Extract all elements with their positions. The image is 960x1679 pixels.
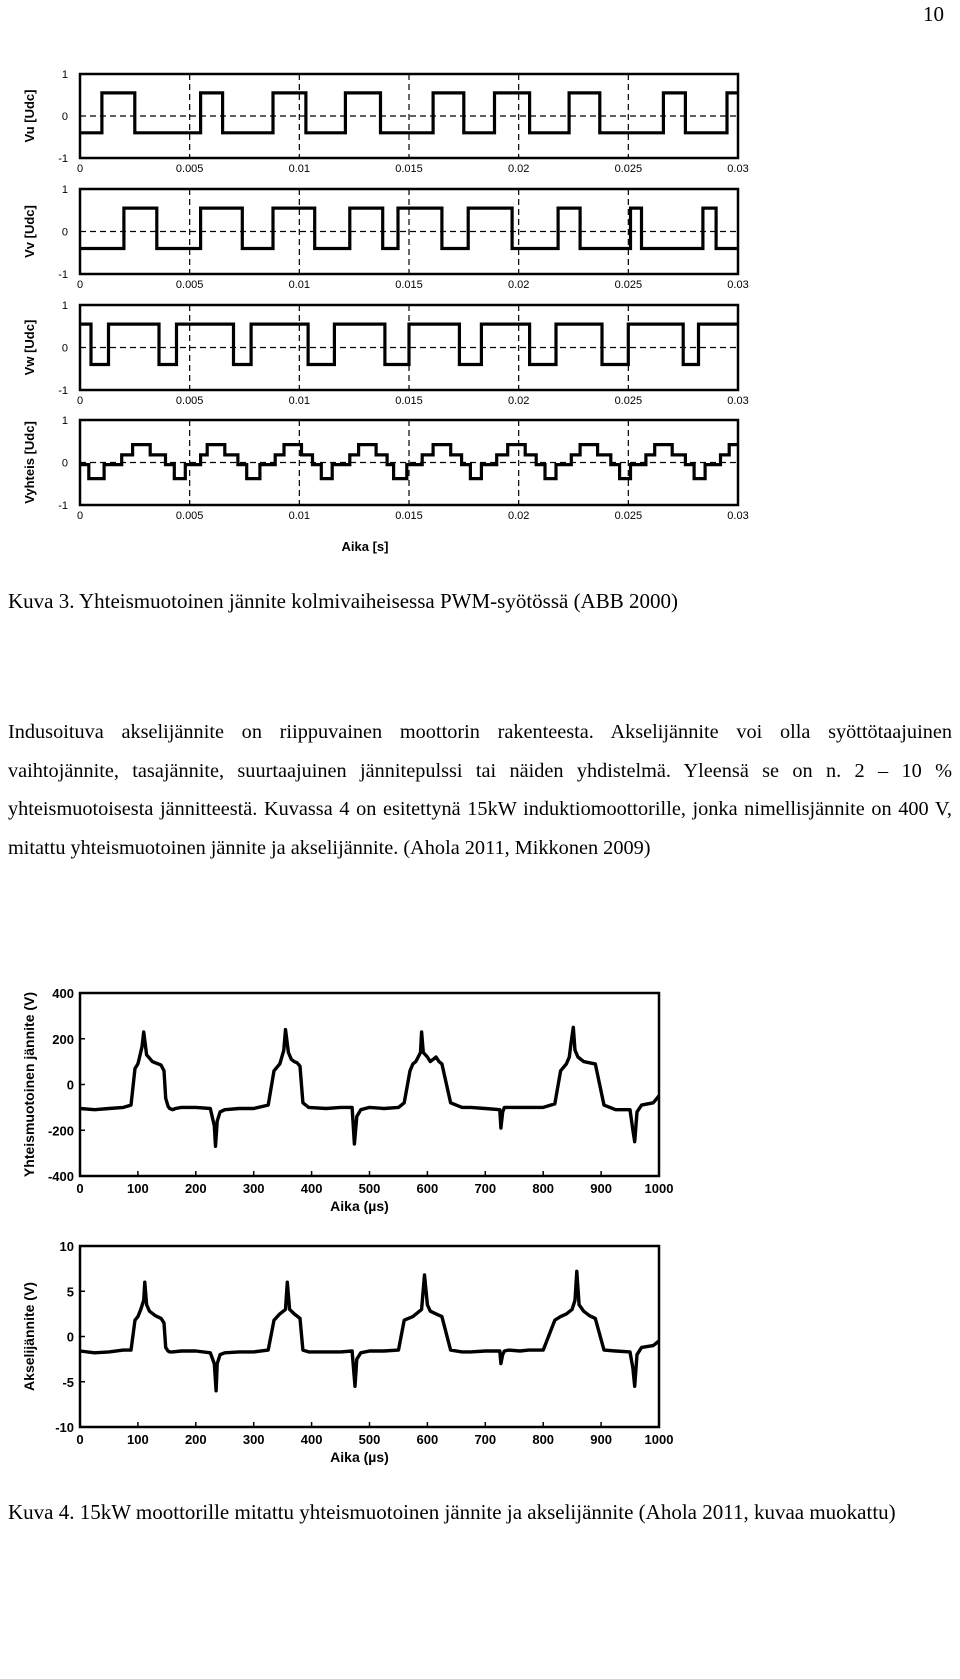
fig3-x-tick-label: 0.03 xyxy=(727,163,749,175)
fig3-panel-2 xyxy=(22,184,749,291)
figure-4-svg xyxy=(0,980,720,1480)
fig4-x-tick-label: 400 xyxy=(300,1432,323,1447)
fig4-y-tick-label: 0 xyxy=(66,1329,74,1345)
page-number: 10 xyxy=(923,2,944,26)
fig4-x-tick-label: 800 xyxy=(532,1181,555,1196)
figure-4-caption: Kuva 4. 15kW moottorille mitattu yhteismuotoinen jännite ja akselijännite (Ahola 2011, kuvaa muokattu) xyxy=(8,1500,896,1524)
fig3-y-tick-label: 1 xyxy=(61,300,68,312)
fig4-y-tick-label: 10 xyxy=(59,1239,74,1254)
fig3-x-tick-label: 0.015 xyxy=(395,510,423,522)
fig3-y-tick-label: 0 xyxy=(61,457,68,470)
fig3-x-tick-label: 0.01 xyxy=(288,510,311,522)
fig4-x-tick-label: 900 xyxy=(590,1432,612,1447)
fig4-x-tick-label: 200 xyxy=(184,1181,207,1196)
fig4-y-tick-label: 5 xyxy=(66,1284,74,1300)
fig4-series-line xyxy=(80,1027,659,1146)
fig3-x-tick-label: 0.01 xyxy=(288,163,311,175)
figure-4-chart xyxy=(0,980,720,1480)
fig3-x-tick-label: 0.025 xyxy=(614,510,643,522)
fig4-x-tick-label: 900 xyxy=(590,1181,612,1196)
fig4-x-tick-label: 300 xyxy=(242,1181,265,1196)
figure-3-svg xyxy=(0,60,800,560)
fig4-x-tick-label: 100 xyxy=(127,1181,149,1196)
fig4-x-tick-label: 600 xyxy=(416,1432,439,1447)
fig3-y-tick-label: -1 xyxy=(58,500,68,512)
fig3-y-tick-label: -1 xyxy=(58,269,68,281)
fig3-x-tick-label: 0.015 xyxy=(395,163,423,175)
fig4-y-axis-label: Yhteismuotoinen jännite (V) xyxy=(21,991,37,1178)
fig4-panel-frame xyxy=(80,1246,659,1427)
fig4-x-tick-label: 0 xyxy=(76,1181,84,1196)
fig3-y-tick-label: 0 xyxy=(61,226,68,239)
fig3-panel-3 xyxy=(22,300,749,407)
fig4-x-tick-label: 600 xyxy=(416,1181,439,1196)
fig3-x-axis-label: Aika [s] xyxy=(341,539,389,554)
fig3-x-tick-label: 0.025 xyxy=(614,279,643,291)
fig4-x-axis-label: Aika (µs) xyxy=(330,1198,389,1214)
fig3-y-axis-label: Vv [Udc] xyxy=(22,205,37,258)
fig3-x-tick-label: 0.015 xyxy=(395,395,423,407)
fig3-panel-4 xyxy=(22,415,749,522)
body-paragraph xyxy=(8,713,952,867)
fig3-y-tick-label: -1 xyxy=(58,153,68,165)
fig3-x-tick-label: 0 xyxy=(76,510,84,522)
fig3-y-axis-label: Vw [Udc] xyxy=(22,319,37,376)
fig3-x-tick-label: 0.005 xyxy=(175,279,204,291)
fig3-y-tick-label: 1 xyxy=(61,415,68,427)
fig4-y-tick-label: -10 xyxy=(55,1420,74,1435)
fig4-y-axis-label: Akselijännite (V) xyxy=(21,1282,37,1391)
fig3-x-tick-label: 0 xyxy=(76,395,84,407)
fig4-y-tick-label: -5 xyxy=(62,1374,74,1390)
fig4-x-tick-label: 400 xyxy=(300,1181,323,1196)
fig3-x-tick-label: 0 xyxy=(76,279,84,291)
fig4-panel-1 xyxy=(21,986,673,1214)
fig3-y-tick-label: 0 xyxy=(61,342,68,355)
fig4-panel-2 xyxy=(21,1239,673,1465)
fig4-x-tick-label: 700 xyxy=(474,1181,497,1196)
fig4-x-tick-label: 0 xyxy=(76,1432,84,1447)
fig3-x-tick-label: 0.01 xyxy=(288,279,311,291)
fig3-x-tick-label: 0.03 xyxy=(727,510,749,522)
fig3-x-tick-label: 0.005 xyxy=(175,395,204,407)
fig3-x-tick-label: 0.03 xyxy=(727,395,749,407)
fig4-y-tick-label: 200 xyxy=(52,1031,74,1047)
fig3-y-tick-label: -1 xyxy=(58,385,68,397)
figure-3-chart xyxy=(0,60,800,560)
fig4-x-tick-label: 500 xyxy=(358,1181,381,1196)
fig3-x-tick-label: 0 xyxy=(76,163,84,175)
fig3-x-tick-label: 0.005 xyxy=(175,163,204,175)
fig3-x-tick-label: 0.01 xyxy=(288,395,311,407)
fig4-y-tick-label: 0 xyxy=(66,1077,74,1093)
fig4-x-tick-label: 500 xyxy=(358,1432,381,1447)
fig4-x-tick-label: 1000 xyxy=(644,1181,674,1196)
fig4-x-tick-label: 300 xyxy=(242,1432,265,1447)
fig4-y-tick-label: -400 xyxy=(47,1169,74,1184)
fig3-y-tick-label: 0 xyxy=(61,111,68,123)
fig3-x-tick-label: 0.02 xyxy=(507,279,530,291)
fig3-panel-1 xyxy=(22,69,749,175)
fig3-x-tick-label: 0.02 xyxy=(507,510,530,522)
fig3-x-tick-label: 0.025 xyxy=(614,395,643,407)
fig4-x-tick-label: 1000 xyxy=(644,1432,674,1447)
fig3-y-axis-label: Vyhteis [Udc] xyxy=(22,421,37,504)
fig4-y-tick-label: -200 xyxy=(47,1123,74,1139)
fig3-y-tick-label: 1 xyxy=(61,184,68,196)
fig3-x-tick-label: 0.03 xyxy=(727,279,749,291)
fig4-x-tick-label: 200 xyxy=(184,1432,207,1447)
paragraph-text: Indusoituva akselijännite on riippuvainen moottorin rakenteesta. Akselijännite voi olla syöttötaajuinen vaihtojännite, tasajännite, suurtaajuinen jännitepulssi tai näiden yhdistelmä. Yleensä se on n. 2 – 10 % yhteismuotoisesta jännitteestä. Kuvassa 4 on esitettynä 15kW induktiomoottorille, jonka nimellisjännite on 400 V, mitattu yhteismuotoinen jännite ja akselijännite. (Ahola 2011, Mikkonen 2009) xyxy=(8,721,952,859)
fig3-x-tick-label: 0.02 xyxy=(507,163,530,175)
fig3-y-tick-label: 1 xyxy=(61,69,68,81)
fig3-x-tick-label: 0.025 xyxy=(614,163,643,175)
fig4-x-tick-label: 100 xyxy=(127,1432,149,1447)
fig3-x-tick-label: 0.005 xyxy=(175,510,204,522)
fig4-y-tick-label: 400 xyxy=(52,986,74,1001)
fig4-series-line xyxy=(80,1271,659,1391)
fig3-x-tick-label: 0.02 xyxy=(507,395,530,407)
fig3-x-tick-label: 0.015 xyxy=(395,279,423,291)
fig4-x-tick-label: 700 xyxy=(474,1432,497,1447)
figure-3-caption: Kuva 3. Yhteismuotoinen jännite kolmivaiheisessa PWM-syötössä (ABB 2000) xyxy=(8,589,678,613)
fig4-panel-frame xyxy=(80,993,659,1176)
fig3-y-axis-label: Vu [Udc] xyxy=(22,89,37,143)
fig4-x-tick-label: 800 xyxy=(532,1432,555,1447)
fig3-series-line xyxy=(80,324,738,364)
fig4-x-axis-label: Aika (µs) xyxy=(330,1449,389,1465)
